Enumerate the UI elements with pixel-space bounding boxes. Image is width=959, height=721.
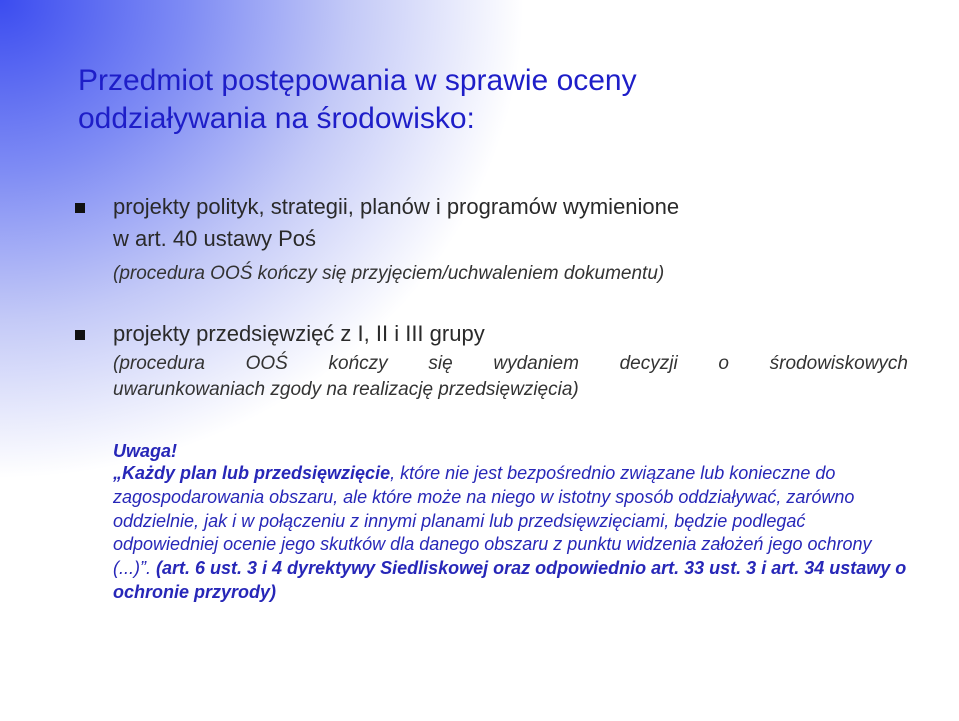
item-2-main: projekty przedsięwzięć z I, II i III grupy [113,321,485,346]
note-text: , które nie jest bezpośrednio związane lub konieczne do zagospodarowania obszaru, ale które może na niego w istotny sposób oddziaływać, zarówno oddzielnie, jak i w połączeniu z innymi planami lub przedsięwzięciami, będzie podlegać odpowiedniej ocenie jego skutków dla danego obszaru z punktu widzenia założeń jego ochrony (...)”. [113,463,872,579]
note-reference: (art. 6 ust. 3 i 4 dyrektywy Siedliskowej oraz odpowiednio art. 33 ust. 3 i art. 34 ustawy o ochronie przyrody) [113,558,907,602]
note-body [113,462,913,605]
title-line-1: Przedmiot postępowania w sprawie oceny [78,64,637,97]
slide-title [78,62,898,138]
note-bold-lead: Każdy plan lub przedsięwzięcie [122,463,391,483]
note-quote-open: „ [113,463,122,483]
note-heading: Uwaga! [113,441,178,461]
item-2-sub-line-1: (procedura OOŚ kończy się wydaniem decyzji o środowiskowych [113,353,908,374]
bullet-square-icon [75,330,85,340]
item-2-sub-line-2: uwarunkowaniach zgody na realizację przedsięwzięcia) [113,379,579,400]
title-line-2: oddziaływania na środowisko: [78,102,475,135]
bullet-square-icon [75,203,85,213]
item-1-main: projekty polityk, strategii, planów i programów wymienione w art. 40 ustawy Poś [113,194,680,251]
item-1-sub: (procedura OOŚ kończy się przyjęciem/uchwaleniem dokumentu) [113,263,665,284]
